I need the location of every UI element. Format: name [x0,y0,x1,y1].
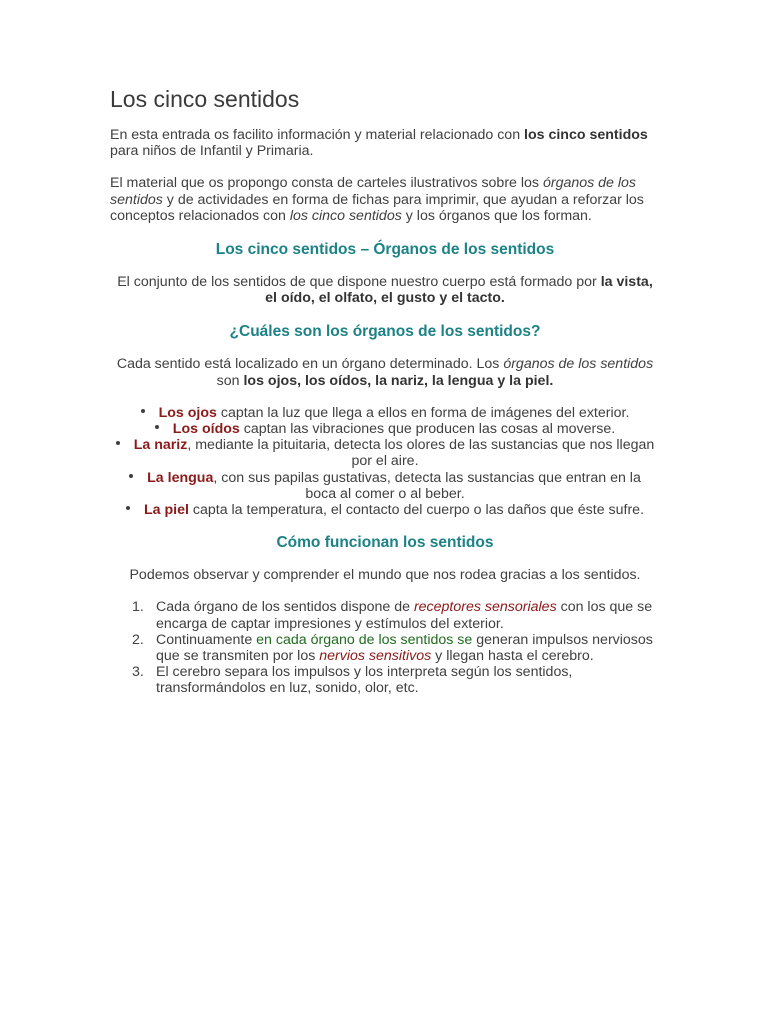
section2-italic: órganos de los sentidos [503,356,654,373]
article-body [110,84,660,697]
intro-paragraph-1 [110,127,660,159]
section-heading-how-senses-work: Cómo funcionan los sentidos [276,534,494,552]
intro-paragraph-2 [110,175,660,224]
bullet-icon [126,506,130,510]
list-item [110,502,660,518]
list-item [110,632,660,664]
intro2-italic-2: los cinco sentidos [289,207,402,224]
step-text-end: con los que se encarga de captar impresiones y estímulos del exterior. [156,599,653,632]
list-item-term: La nariz [133,437,188,454]
bullet-icon [129,474,133,478]
intro-text: En esta entrada os facilito información y material relacionado con [110,127,525,143]
step-number: 3. [132,664,144,681]
section2-paragraph [110,356,660,388]
list-item-term: Los ojos [158,404,217,421]
intro-text-end: para niños de Infantil y Primaria. [110,143,314,160]
bullet-icon [116,441,120,445]
list-item-desc: , con sus papilas gustativas, detecta las sustancias que entran en la boca al comer o al beber. [213,469,641,502]
intro2-text-end: y los órganos que los forman. [401,207,592,224]
section1-text: El conjunto de los sentidos de que dispone nuestro cuerpo está formado por [117,274,601,291]
bullet-icon [155,425,159,429]
steps-list [110,599,660,696]
step-text: Continuamente [156,631,257,648]
section1-paragraph [110,274,660,306]
step-text: El cerebro separa los impulsos y los interpreta según los sentidos, transformándolos en luz, sonido, olor, etc. [156,664,573,697]
step-number: 2. [132,631,144,648]
list-item-term: Los oídos [172,421,240,438]
intro2-italic: órganos de los sentidos [110,175,637,208]
list-item-desc: capta la temperatura, el contacto del cuerpo o las daños que éste sufre. [188,502,645,519]
step-green-text: en cada órgano de los sentidos se [256,631,473,648]
section-heading-organs: Los cinco sentidos – Órganos de los sentidos [215,241,555,259]
page-title: Los cinco sentidos [110,86,300,112]
list-item-term: La lengua [147,469,214,486]
senses-list [110,405,660,518]
list-item-desc: , mediante la pituitaria, detecta los olores de las sustancias que nos llegan por el aire. [187,437,655,470]
intro2-text: El material que os propongo consta de carteles ilustrativos sobre los [110,175,543,192]
section2-text-mid: son [216,372,244,389]
list-item [110,405,660,421]
bullet-icon [141,409,145,413]
list-item-desc: captan la luz que llega a ellos en forma de imágenes del exterior. [216,404,630,421]
step-text-mid: generan impulsos nerviosos que se transmiten por los [156,631,653,665]
section1-bold: la vista, el oído, el olfato, el gusto y el tacto. [265,274,653,307]
list-item-desc: captan las vibraciones que producen las cosas al moverse. [239,421,616,438]
step-highlight: nervios sensitivos [319,648,432,665]
list-item [110,470,660,502]
section2-text: Cada sentido está localizado en un órgano determinado. Los [116,356,504,373]
step-text: Cada órgano de los sentidos dispone de [156,599,414,616]
section2-bold: los ojos, los oídos, la nariz, la lengua y la piel. [243,372,554,389]
section-heading-which-organs: ¿Cuáles son los órganos de los sentidos? [229,323,541,341]
step-highlight: receptores sensoriales [413,599,557,616]
list-item-term: La piel [143,502,189,519]
step-text-end: y llegan hasta el cerebro. [431,648,594,665]
intro2-text-mid: y de actividades en forma de fichas para imprimir, que ayudan a reforzar los conceptos relacionados con [110,191,644,224]
list-item [110,437,660,469]
intro-bold: los cinco sentidos [524,127,648,143]
step-number: 1. [132,599,144,616]
list-item [110,599,660,631]
list-item [110,421,660,437]
list-item [110,664,660,696]
section3-paragraph: Podemos observar y comprender el mundo que nos rodea gracias a los sentidos. [129,567,641,584]
